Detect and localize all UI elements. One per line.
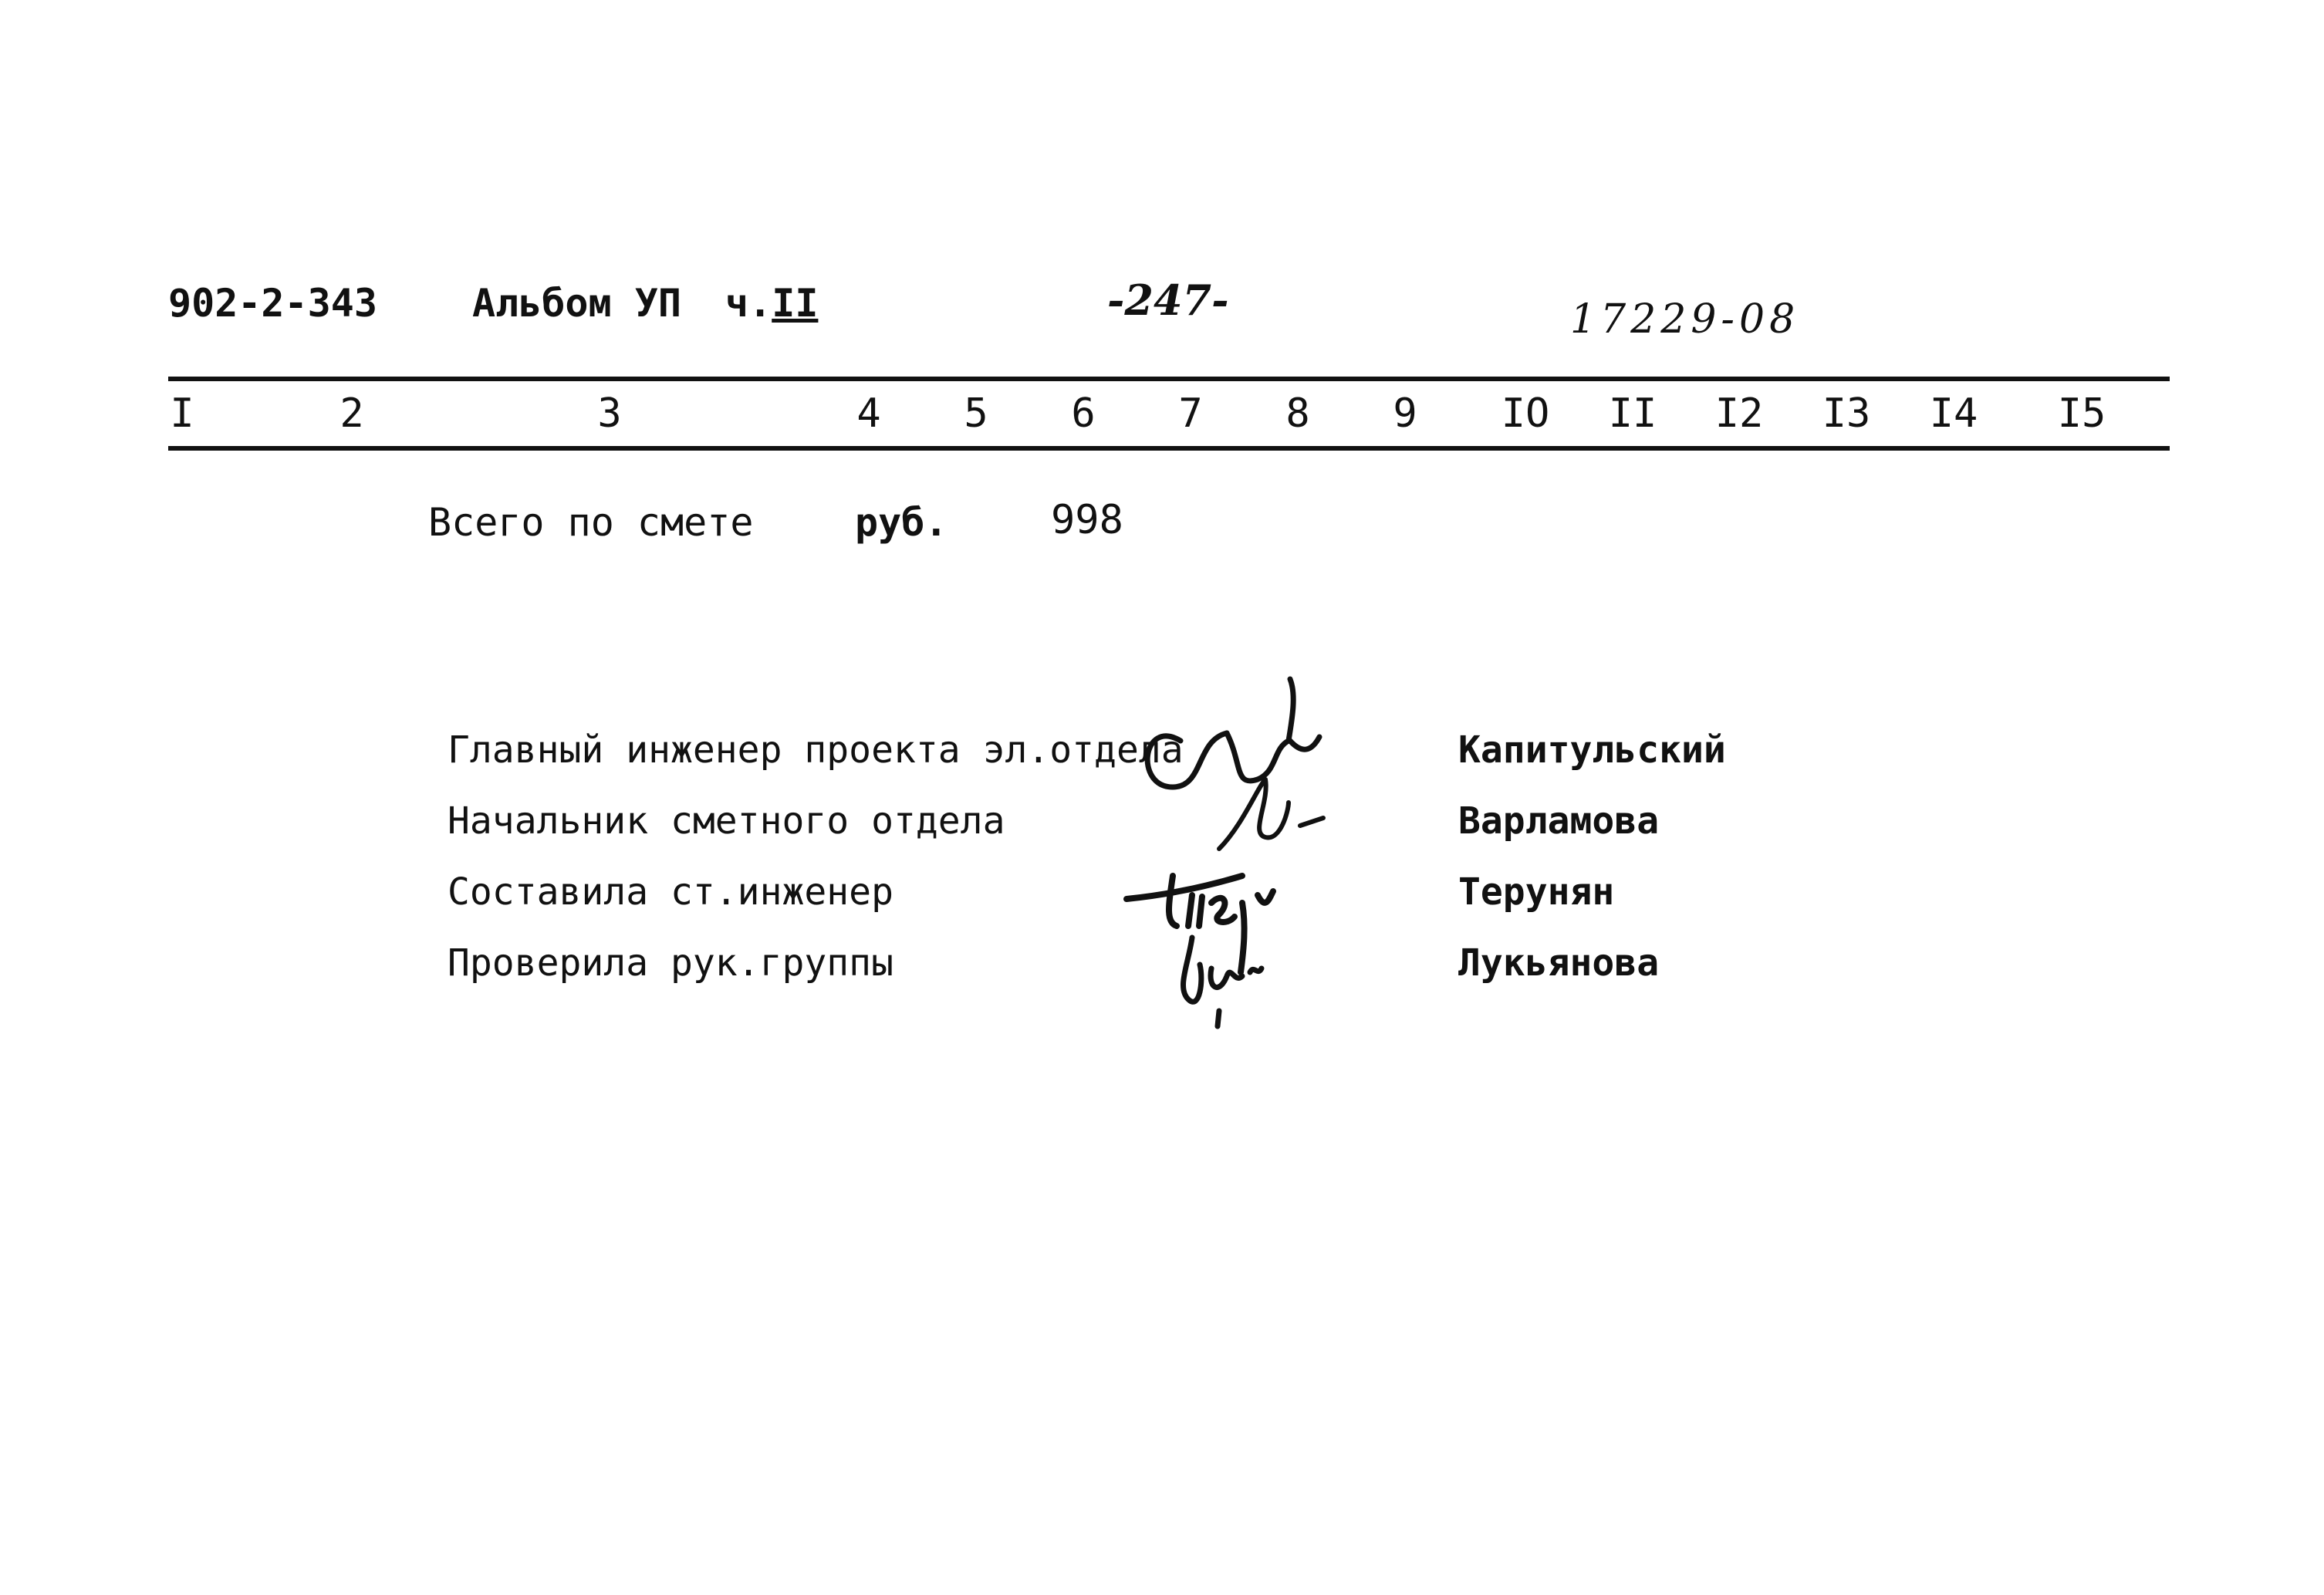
top-rule bbox=[168, 377, 2170, 381]
signatory-role: Проверила рук.группы bbox=[448, 941, 893, 985]
signatory-role: Составила ст.инженер bbox=[448, 870, 893, 914]
album-label: Альбом УП bbox=[472, 281, 681, 326]
signatory-name: Варламова bbox=[1458, 799, 1660, 843]
signature-2 bbox=[1219, 779, 1323, 849]
document-code: 902-2-343 bbox=[168, 281, 377, 326]
column-number: 6 bbox=[1071, 390, 1096, 437]
column-number: 7 bbox=[1178, 390, 1203, 437]
total-value: 998 bbox=[1051, 497, 1123, 543]
part-label bbox=[725, 281, 819, 326]
column-number: IO bbox=[1501, 390, 1550, 437]
page-number: -247- bbox=[1107, 275, 1229, 325]
column-number: I5 bbox=[2057, 390, 2106, 437]
column-number: 3 bbox=[597, 390, 622, 437]
handwritten-signatures bbox=[1111, 671, 1443, 1042]
column-number: I bbox=[170, 390, 194, 437]
column-number: 5 bbox=[964, 390, 988, 437]
signatory-role: Главный инженер проекта эл.отдела bbox=[448, 728, 1184, 772]
signatory-name: Капитульский bbox=[1458, 728, 1726, 772]
signatory-name: Терунян bbox=[1458, 870, 1615, 914]
part-prefix: ч. bbox=[725, 281, 772, 326]
column-number: I4 bbox=[1929, 390, 1978, 437]
column-number: 4 bbox=[856, 390, 881, 437]
column-number: 8 bbox=[1285, 390, 1310, 437]
column-number: 2 bbox=[339, 390, 364, 437]
signature-1 bbox=[1147, 679, 1319, 787]
archive-number: 17229-08 bbox=[1570, 296, 1800, 343]
total-unit: руб. bbox=[855, 500, 948, 545]
column-number: I2 bbox=[1714, 390, 1764, 437]
part-value: II bbox=[772, 281, 819, 326]
column-number: I3 bbox=[1822, 390, 1871, 437]
total-label: Всего по смете bbox=[428, 500, 754, 545]
column-number: 9 bbox=[1393, 390, 1417, 437]
column-number: II bbox=[1608, 390, 1657, 437]
bottom-rule bbox=[168, 446, 2170, 451]
signature-3 bbox=[1127, 876, 1273, 972]
signatory-role: Начальник сметного отдела bbox=[448, 799, 1005, 843]
signatory-name: Лукьянова bbox=[1458, 941, 1660, 985]
signature-4 bbox=[1184, 938, 1262, 1026]
